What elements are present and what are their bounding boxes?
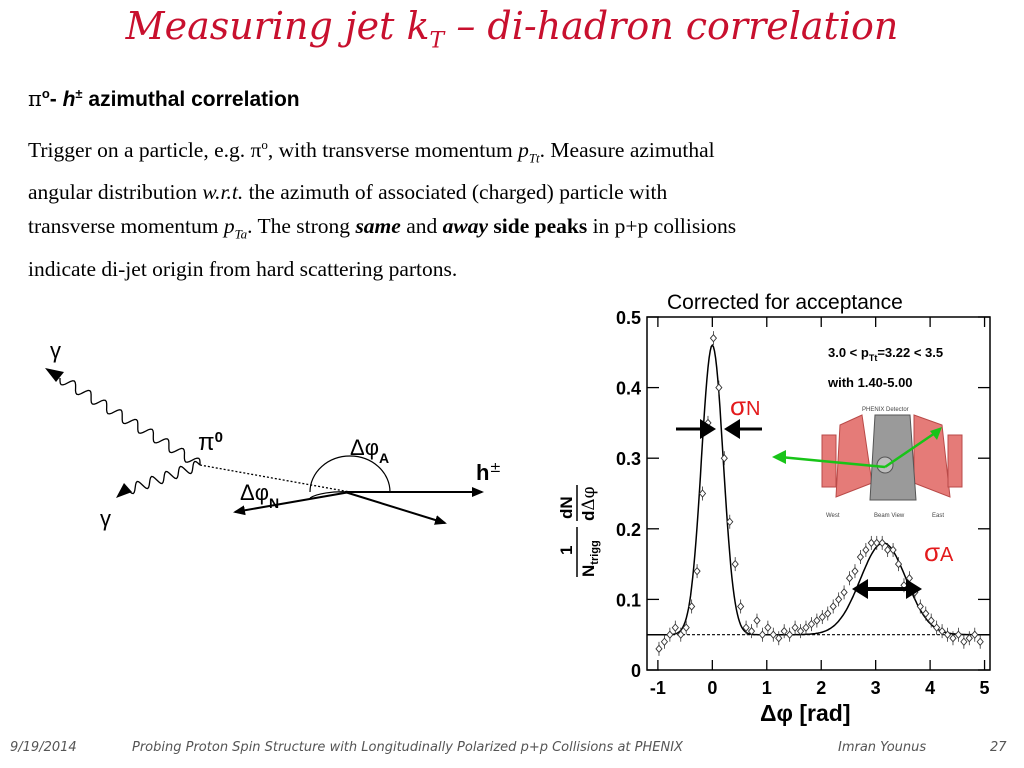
footer-date: 9/19/2014 [10,740,77,755]
detector-title: PHENIX Detector [862,407,909,413]
data-point [738,603,744,610]
data-point [977,638,983,645]
l3-p: p [223,214,235,239]
range-label-1 [828,345,943,363]
phenix-detector-inset [772,400,963,520]
data-point [759,631,765,638]
pi0-dotted-line [200,465,350,492]
sigma-a-arrow [852,579,922,599]
l1-p: p [518,138,529,163]
data-point [972,631,978,638]
heading-pi: π [28,87,42,111]
detector-east-outer [948,435,962,487]
y-axis-label [557,485,601,577]
l1-pi: π [250,138,262,163]
title-subscript: T [429,28,445,54]
body-paragraph [28,128,998,286]
title-main: Measuring jet k [125,4,430,48]
data-point [836,596,842,603]
sigma-a-sub: A [940,544,954,566]
ylabel-dphi: Δφ [579,486,599,511]
footer-author: Imran Younus [838,740,927,755]
data-point [667,631,673,638]
correlation-chart [550,285,1010,735]
l1-pi-sup: o [261,137,268,152]
data-point [710,335,716,342]
gamma-bottom-label: γ [100,506,111,531]
ylabel-n: N [579,564,598,577]
l2b: the azimuth of associated (charged) particle with [243,180,668,205]
data-point [966,635,972,642]
l3-and: and [400,214,443,239]
data-point [847,575,853,582]
dphi-a-sub: A [378,450,390,466]
data-point [732,561,738,568]
y-tick-label: 0.2 [615,519,641,540]
gamma-top-label: γ [50,338,61,363]
x-tick-label: -1 [649,678,666,698]
heading-dash: - [49,88,63,111]
pi0-label [198,429,223,456]
x-axis-label: Δφ [rad] [760,700,851,726]
data-point [765,624,771,631]
data-point [863,546,869,553]
detector-magnet [870,415,916,500]
section-heading [28,86,300,112]
data-point [787,631,793,638]
data-point [776,635,782,642]
sigma-n-right-head [724,419,740,439]
hadron-label [476,460,501,485]
dphi-n-label [240,480,279,511]
l3-side-peaks: side peaks [488,214,588,239]
ylabel-one: 1 [557,545,576,555]
data-point [656,645,662,652]
data-point [852,568,858,575]
y-tick-label: 0.1 [615,590,641,611]
ylabel-d-dphi [579,486,599,521]
data-point [803,624,809,631]
range-value: =3.22 < 3.5 [877,345,944,360]
dphi-n-symbol: Δφ [240,480,269,505]
away-jet-arrow [345,492,445,523]
hadron-sup: ± [489,460,502,476]
detector-beam-label: Beam View [874,513,905,519]
data-point [950,635,956,642]
l3b: . The strong [247,214,356,239]
x-tick-label: 5 [979,678,990,698]
data-point [661,638,667,645]
data-point [754,617,760,624]
data-point [917,603,923,610]
data-point [781,628,787,635]
data-point [830,603,836,610]
x-tick-label: 1 [761,678,772,698]
photon-line-bottom [128,462,200,494]
ylabel-n-trigg [579,540,601,577]
range-text: 3.0 < p [828,345,869,360]
body-line-1 [28,128,998,175]
l4: indicate di-jet origin from hard scattering partons. [28,256,458,281]
sigma-a-left-head [852,579,868,599]
dphi-a-symbol: Δφ [350,435,379,460]
l2a: angular distribution [28,180,203,205]
detector-east-label: East [932,513,945,519]
photon-line-top [60,378,200,465]
data-point [694,568,700,575]
footer-talk-title: Probing Proton Spin Structure with Longitudinally Polarized p+p Collisions at PHENIX [132,740,683,755]
sigma-a-label [924,537,954,567]
l1-p-sub: Tt [528,150,540,166]
l1c: . Measure azimuthal [539,138,715,163]
x-tick-label: 2 [816,678,827,698]
data-point [672,624,678,631]
detector-center [877,457,893,473]
l1b: , with transverse momentum [267,138,519,163]
data-point [798,628,804,635]
photon-bottom-arrowhead [116,483,132,498]
y-tick-label: 0 [630,661,641,681]
data-point [939,628,945,635]
data-point [857,554,863,561]
ylabel-d: d [579,510,598,521]
l2-wrt: w.r.t. [202,180,244,205]
chart-title: Corrected for acceptance [667,291,903,314]
l1a: Trigger on a particle, e.g. [28,138,251,163]
ylabel-dn: dN [557,496,576,519]
data-point [700,490,706,497]
data-point [808,621,814,628]
data-point [716,384,722,391]
data-point [814,617,820,624]
range-label-2: with 1.40-5.00 [828,375,913,390]
range-sub: Tt [868,353,878,363]
body-line-2 [28,175,998,209]
sigma-n-arrows [676,419,762,439]
data-point [819,614,825,621]
x-tick-label: 4 [925,678,936,698]
slide-title [0,4,1024,54]
l3c: in p+p collisions [587,214,737,239]
title-rest: – di-hadron correlation [444,4,899,48]
kinematics-diagram [20,320,540,570]
y-tick-label: 0.4 [615,378,641,399]
data-point [955,631,961,638]
sigma-n-sub: N [746,398,761,420]
sigma-n-label [730,391,761,421]
body-line-4 [28,252,998,286]
body-line-3 [28,209,998,251]
data-point [721,455,727,462]
heading-pi-sup: o [41,86,50,101]
l3-same: same [355,214,401,239]
detector-west-label: West [826,513,840,519]
data-point [879,539,885,546]
heading-h: h [62,88,76,111]
hadron-symbol: h [476,460,490,485]
dphi-n-sub: N [268,495,280,511]
green-track-left-head [772,450,786,464]
data-point [841,589,847,596]
dphi-a-label [350,435,389,466]
ylabel-trigg: trigg [589,540,601,565]
sigma-a-symbol: σ [924,537,941,567]
pi0-sup: 0 [214,429,223,446]
data-point [792,624,798,631]
l3-away: away [442,214,489,239]
y-tick-label: 0.3 [615,449,641,470]
data-point [961,638,967,645]
data-point [770,631,776,638]
data-point [825,610,831,617]
sigma-n-symbol: σ [730,391,747,421]
footer-page-number: 27 [990,740,1007,755]
photon-top-arrowhead [45,368,64,382]
x-tick-label: 3 [870,678,881,698]
heading-rest: azimuthal correlation [82,88,300,111]
pi0-symbol: π [198,429,215,456]
x-tick-label: 0 [707,678,718,698]
l3a: transverse momentum [28,214,224,239]
l3-p-sub: Ta [234,226,248,242]
y-tick-label: 0.5 [615,308,641,328]
heading-h-sup: ± [75,86,83,101]
